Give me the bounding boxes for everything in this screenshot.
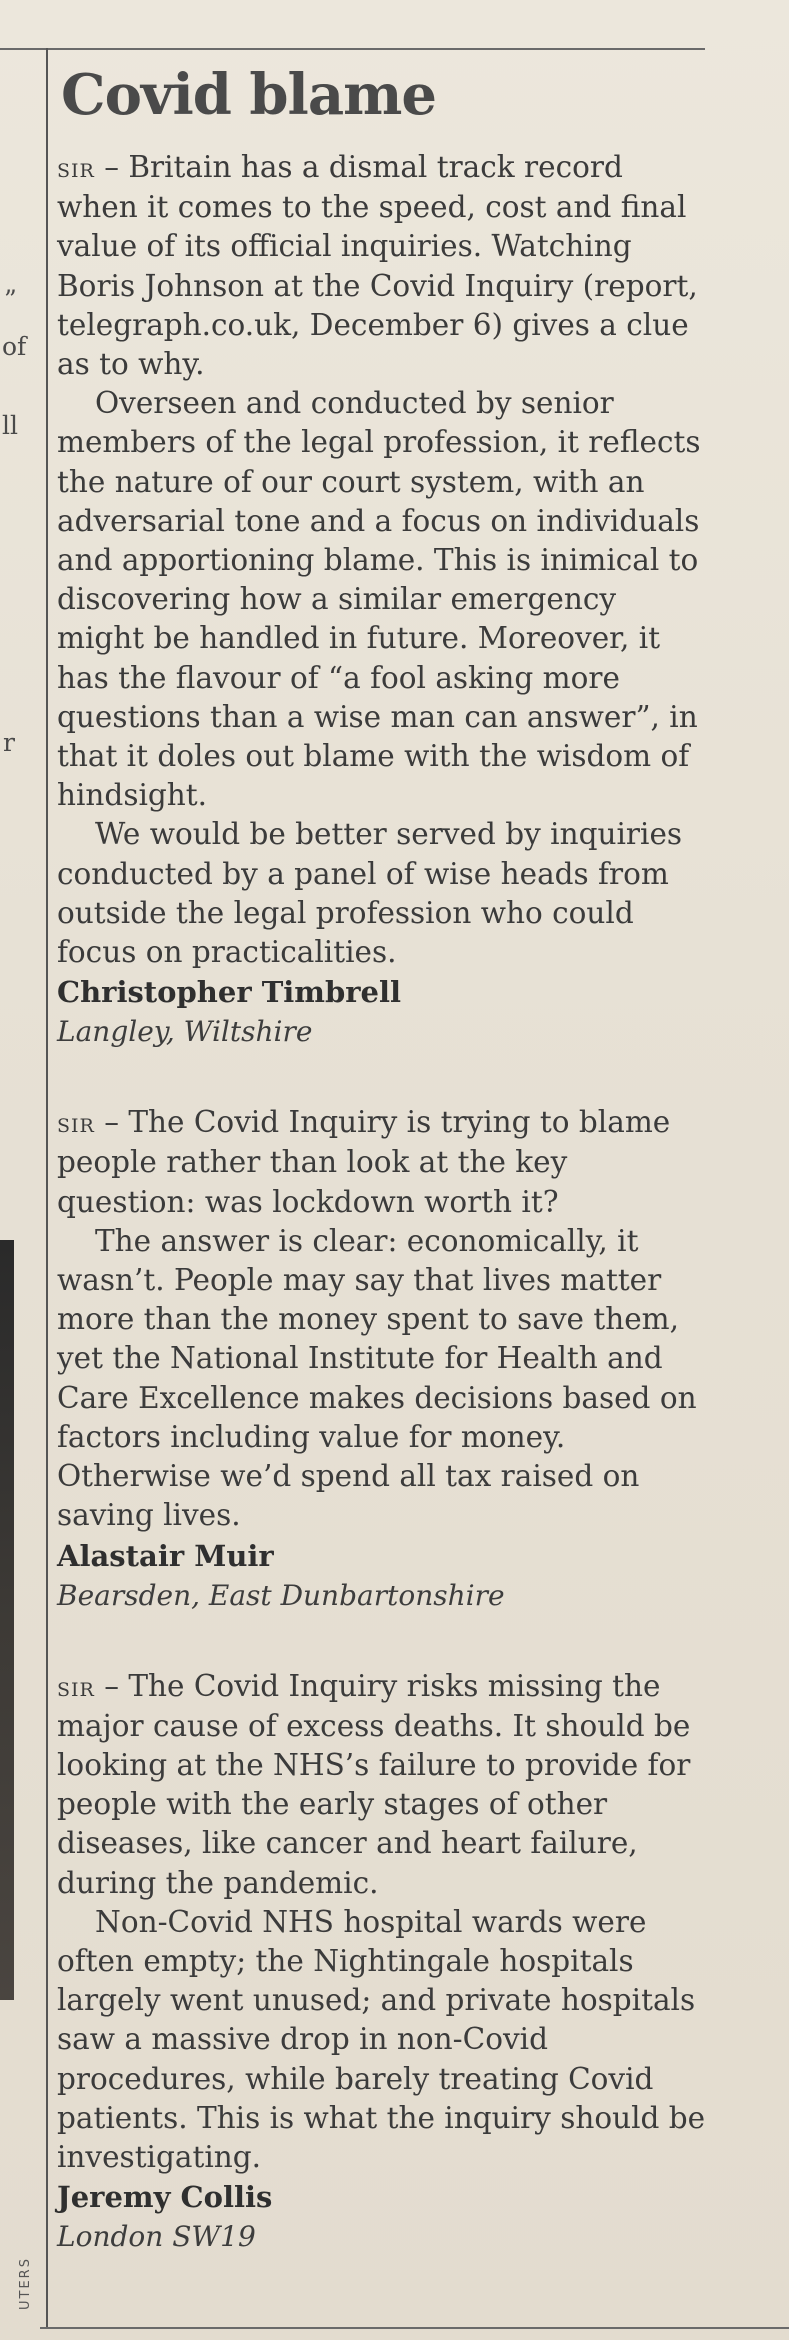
letter-paragraph: sir – Britain has a dismal track record when it comes to the speed, cost and final value of its official inquiries. Watching Boris Johnson at the Covid Inquiry (report, telegraph.co.uk, December 6) gives a clue as to why. [57, 150, 698, 382]
salutation: sir [57, 153, 95, 184]
letters-article [57, 60, 707, 2256]
author-name: Jeremy Collis [57, 2180, 273, 2215]
margin-fragment: ll [2, 411, 18, 440]
top-rule [0, 48, 705, 50]
bottom-rule [40, 2327, 789, 2329]
margin-fragment: ” [4, 285, 17, 314]
author-location: Langley, Wiltshire [57, 1015, 313, 1049]
letter-paragraph: The answer is clear: economically, it wasn’t. People may say that lives matter more than the money spent to save them, yet the National Institute for Health and Care Excellence makes decisions based on factors including value for money. Otherwise we’d spend all tax raised on saving lives. [57, 1223, 697, 1533]
author-location: London SW19 [57, 2220, 256, 2254]
letter-paragraph: Overseen and conducted by senior members of the legal profession, it reflects the nature of our court system, with an adversarial tone and a focus on individuals and apportioning blame. This is inimical to discovering how a similar emergency might be handled in future. Moreover, it has the flavour of “a fool asking more questions than a wise man can answer”, in that it doles out blame with the wisdom of hindsight. [57, 386, 701, 813]
letter-paragraph: We would be better served by inquiries conducted by a panel of wise heads from outside the legal profession who could focus on practicalities. [57, 817, 683, 970]
letter-paragraph: sir – The Covid Inquiry risks missing the major cause of excess deaths. It should be looking at the NHS’s failure to provide for people with the early stages of other diseases, like cancer and heart failure, during the pandemic. [57, 1668, 691, 1900]
margin-fragment: of [2, 332, 27, 361]
author-location: Bearsden, East Dunbartonshire [57, 1578, 505, 1612]
letter-paragraph: Non-Covid NHS hospital wards were often empty; the Nightingale hospitals largely went unused; and private hospitals saw a massive drop in non-Covid procedures, while barely treating Covid patients. This is what the inquiry should be investigating. [57, 1904, 706, 2174]
letter-1 [57, 148, 707, 1051]
adjacent-photo-edge [0, 1240, 14, 2000]
letter-2 [57, 1103, 707, 1614]
letter-paragraph: sir – The Covid Inquiry is trying to blame people rather than look at the key question: was lockdown worth it? [57, 1105, 671, 1219]
column-divider [46, 48, 48, 2328]
author-name: Alastair Muir [57, 1538, 274, 1573]
margin-fragment: r [3, 728, 15, 757]
headline: Covid blame [61, 62, 436, 128]
letter-3 [57, 1667, 707, 2257]
photo-credit-fragment: UTERS [18, 2257, 33, 2310]
salutation: sir [57, 1671, 95, 1703]
salutation: sir [57, 1108, 95, 1140]
author-name: Christopher Timbrell [57, 975, 402, 1010]
